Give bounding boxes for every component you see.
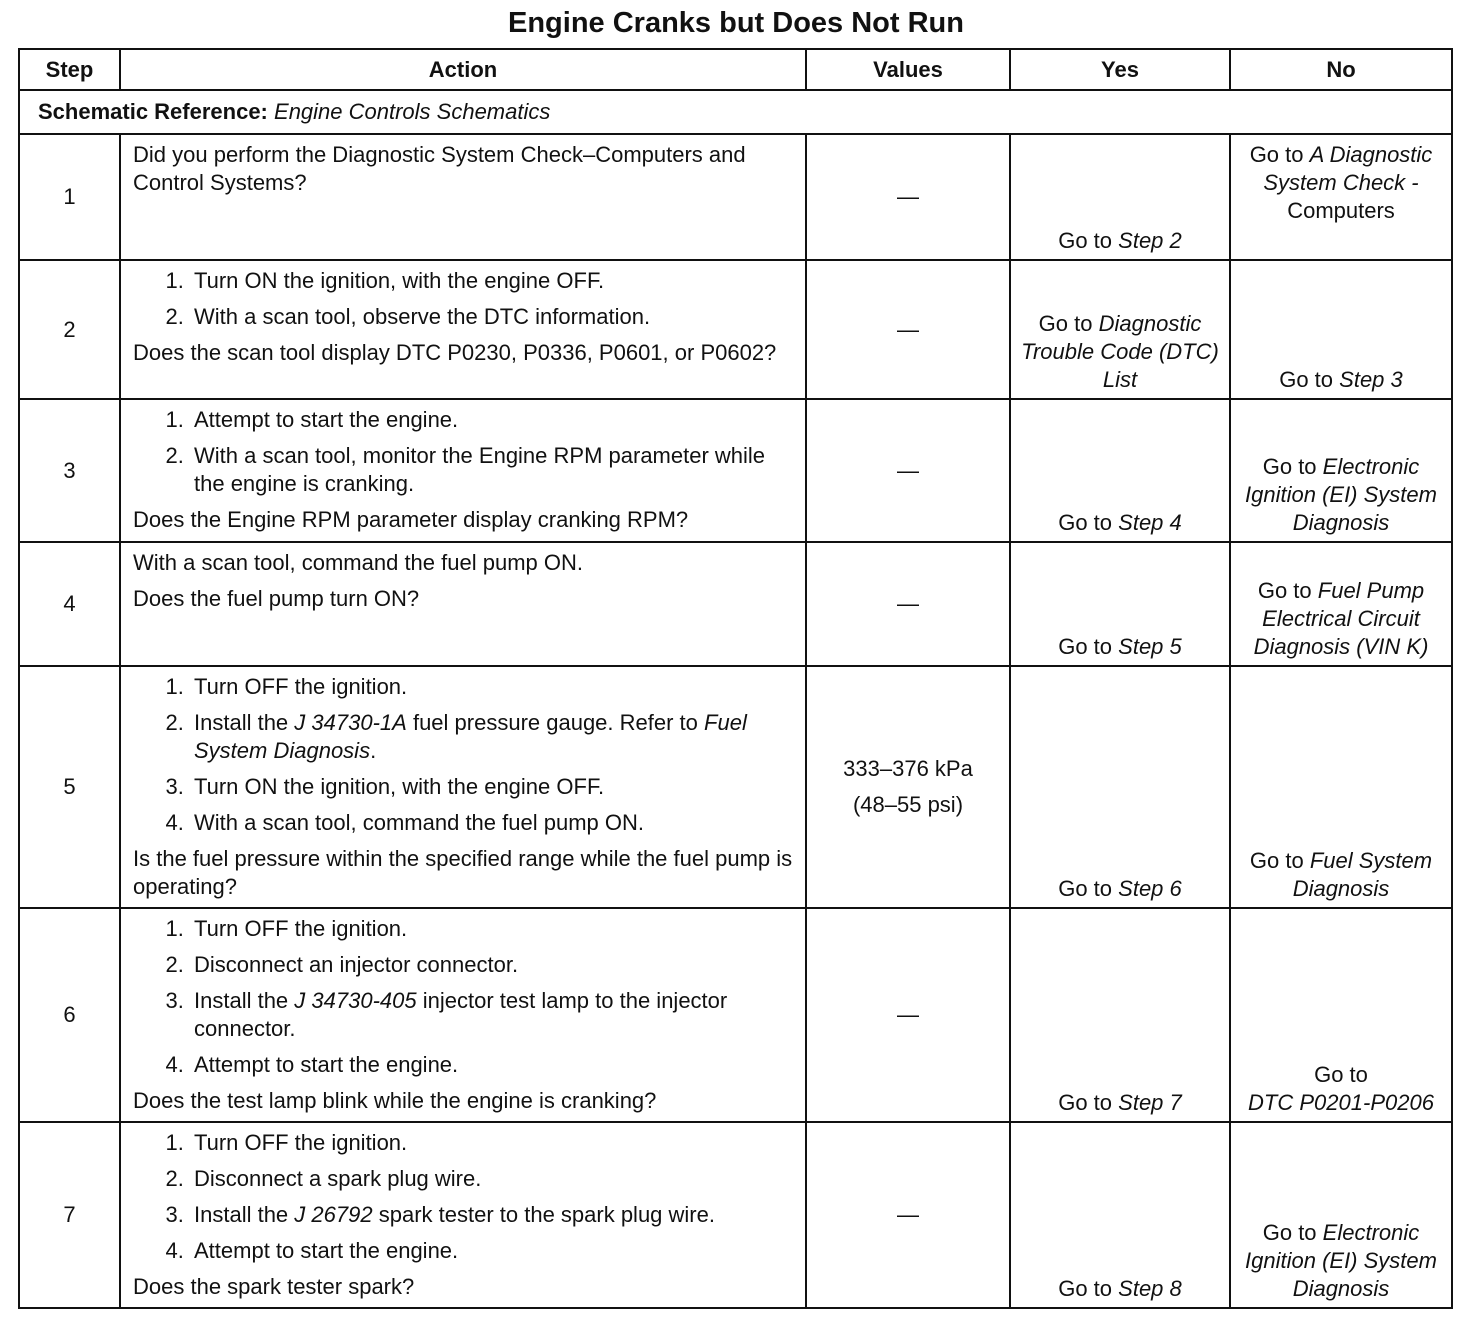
action-cell (120, 1122, 806, 1308)
no-cell (1230, 666, 1452, 908)
tool-name: J 26792 (294, 1202, 373, 1227)
yes-link[interactable]: Step 8 (1118, 1276, 1182, 1301)
go-to-label: Go to (1058, 1276, 1113, 1301)
yes-cell (1010, 908, 1230, 1122)
step-number: 4 (19, 542, 120, 666)
header-no: No (1230, 49, 1452, 90)
schematic-reference (19, 90, 1452, 134)
action-item: 1. Turn OFF the ignition. (190, 673, 795, 701)
yes-link[interactable]: Step 6 (1118, 876, 1182, 901)
step-number: 3 (19, 399, 120, 542)
action-item: 3. Turn ON the ignition, with the engine OFF. (190, 773, 795, 801)
table-row (19, 666, 1452, 908)
header-step: Step (19, 49, 120, 90)
header-row (19, 49, 1452, 90)
go-to-label: Go to (1058, 228, 1113, 253)
header-action: Action (120, 49, 806, 90)
value-dash: — (806, 260, 1010, 399)
no-link[interactable]: Fuel Pump Electrical Circuit Diagnosis (VIN K) (1253, 578, 1429, 659)
action-item: 2. With a scan tool, monitor the Engine RPM parameter while the engine is cranking. (190, 442, 795, 498)
action-item: 2. Install the J 34730-1A fuel pressure gauge. Refer to Fuel System Diagnosis. (190, 709, 795, 765)
action-list (133, 673, 795, 837)
step-number: 7 (19, 1122, 120, 1308)
action-item: 1. Turn ON the ignition, with the engine OFF. (190, 267, 795, 295)
item-text: Install the (194, 1202, 289, 1227)
yes-cell (1010, 1122, 1230, 1308)
go-to-label: Go to (1249, 142, 1304, 167)
go-to-label: Go to (1257, 578, 1312, 603)
action-question: Is the fuel pressure within the specified range while the fuel pump is operating? (133, 846, 793, 899)
item-text: spark tester to the spark plug wire. (378, 1202, 715, 1227)
table-row (19, 134, 1452, 260)
step-number: 5 (19, 666, 120, 908)
action-list (133, 915, 795, 1079)
item-text: injector test lamp to the injector connector. (194, 988, 728, 1041)
action-cell (120, 399, 806, 542)
action-list (133, 1129, 795, 1265)
no-tail: Computers (1287, 198, 1395, 223)
step-number: 1 (19, 134, 120, 260)
action-item: 1. Turn OFF the ignition. (190, 915, 795, 943)
table-row (19, 1122, 1452, 1308)
value-dash: — (806, 542, 1010, 666)
go-to-label: Go to (1279, 367, 1334, 392)
yes-cell (1010, 399, 1230, 542)
table-row (19, 260, 1452, 399)
diagnostic-table (18, 48, 1453, 1309)
action-list (133, 406, 795, 498)
yes-cell (1010, 542, 1230, 666)
go-to-label: Go to (1058, 1090, 1113, 1115)
go-to-label: Go to (1058, 634, 1113, 659)
value-psi: (48–55 psi) (852, 792, 964, 817)
action-cell (120, 134, 806, 260)
item-text: fuel pressure gauge. Refer to (412, 710, 698, 735)
schematic-link[interactable]: Engine Controls Schematics (274, 99, 551, 124)
yes-link[interactable]: Step 4 (1118, 510, 1182, 535)
table-row (19, 542, 1452, 666)
step-number: 2 (19, 260, 120, 399)
action-item: 4. With a scan tool, command the fuel pump ON. (190, 809, 795, 837)
action-item: 1. Turn OFF the ignition. (190, 1129, 795, 1157)
schematic-row (19, 90, 1452, 134)
action-cell (120, 542, 806, 666)
action-item (190, 987, 795, 1043)
go-to-label: Go to (1058, 510, 1113, 535)
no-link[interactable]: Electronic Ignition (EI) System Diagnosis (1245, 454, 1437, 535)
value-dash: — (806, 134, 1010, 260)
yes-link[interactable]: Step 2 (1118, 228, 1182, 253)
yes-cell (1010, 260, 1230, 399)
schematic-label: Schematic Reference: (38, 99, 268, 124)
no-cell (1230, 399, 1452, 542)
page-title: Engine Cranks but Does Not Run (508, 7, 964, 39)
action-item: 4. Attempt to start the engine. (190, 1051, 795, 1079)
value-cell (806, 666, 1010, 908)
no-cell (1230, 134, 1452, 260)
table-row (19, 908, 1452, 1122)
action-item (190, 1201, 795, 1229)
action-item: 2. Disconnect a spark plug wire. (190, 1165, 795, 1193)
item-text: Install the (194, 988, 289, 1013)
action-item: 1. Attempt to start the engine. (190, 406, 795, 434)
no-cell (1230, 1122, 1452, 1308)
yes-cell (1010, 666, 1230, 908)
value-dash: — (806, 399, 1010, 542)
no-cell (1230, 542, 1452, 666)
action-text: With a scan tool, command the fuel pump ON. (133, 550, 583, 575)
table-row (19, 399, 1452, 542)
action-cell (120, 666, 806, 908)
action-question: Does the fuel pump turn ON? (133, 586, 420, 611)
action-question: Does the spark tester spark? (133, 1274, 415, 1299)
step-number: 6 (19, 908, 120, 1122)
action-item: 2. With a scan tool, observe the DTC information. (190, 303, 795, 331)
no-cell (1230, 908, 1452, 1122)
go-to-label: Go to (1249, 848, 1304, 873)
item-text: Install the (194, 710, 289, 735)
yes-link[interactable]: Step 7 (1118, 1090, 1182, 1115)
value-dash: — (806, 1122, 1010, 1308)
action-question: Does the Engine RPM parameter display cranking RPM? (133, 507, 689, 532)
action-list (133, 267, 795, 331)
value-kpa: 333–376 kPa (843, 756, 973, 781)
action-item: 2. Disconnect an injector connector. (190, 951, 795, 979)
action-cell (120, 908, 806, 1122)
no-link[interactable]: DTC P0201-P0206 (1248, 1090, 1434, 1115)
no-link[interactable]: Fuel System Diagnosis (1292, 848, 1433, 901)
go-to-label: Go to (1314, 1062, 1368, 1087)
yes-cell (1010, 134, 1230, 260)
go-to-label: Go to (1038, 311, 1093, 336)
no-cell (1230, 260, 1452, 399)
header-values: Values (806, 49, 1010, 90)
action-text: Did you perform the Diagnostic System Check–Computers and Control Systems? (133, 142, 746, 195)
action-question: Does the scan tool display DTC P0230, P0336, P0601, or P0602? (133, 340, 777, 365)
no-link[interactable]: A Diagnostic System Check - (1263, 142, 1433, 195)
yes-link[interactable]: Diagnostic Trouble Code (DTC) List (1021, 311, 1219, 392)
action-item: 4. Attempt to start the engine. (190, 1237, 795, 1265)
action-question: Does the test lamp blink while the engine is cranking? (133, 1088, 657, 1113)
go-to-label: Go to (1262, 1220, 1317, 1245)
reference-link[interactable]: Fuel System Diagnosis (194, 710, 747, 763)
go-to-label: Go to (1058, 876, 1113, 901)
yes-link[interactable]: Step 5 (1118, 634, 1182, 659)
tool-name: J 34730-405 (294, 988, 417, 1013)
value-dash: — (806, 908, 1010, 1122)
no-link[interactable]: Electronic Ignition (EI) System Diagnosis (1245, 1220, 1437, 1301)
tool-name: J 34730-1A (294, 710, 407, 735)
go-to-label: Go to (1262, 454, 1317, 479)
header-yes: Yes (1010, 49, 1230, 90)
no-link[interactable]: Step 3 (1339, 367, 1403, 392)
action-cell (120, 260, 806, 399)
